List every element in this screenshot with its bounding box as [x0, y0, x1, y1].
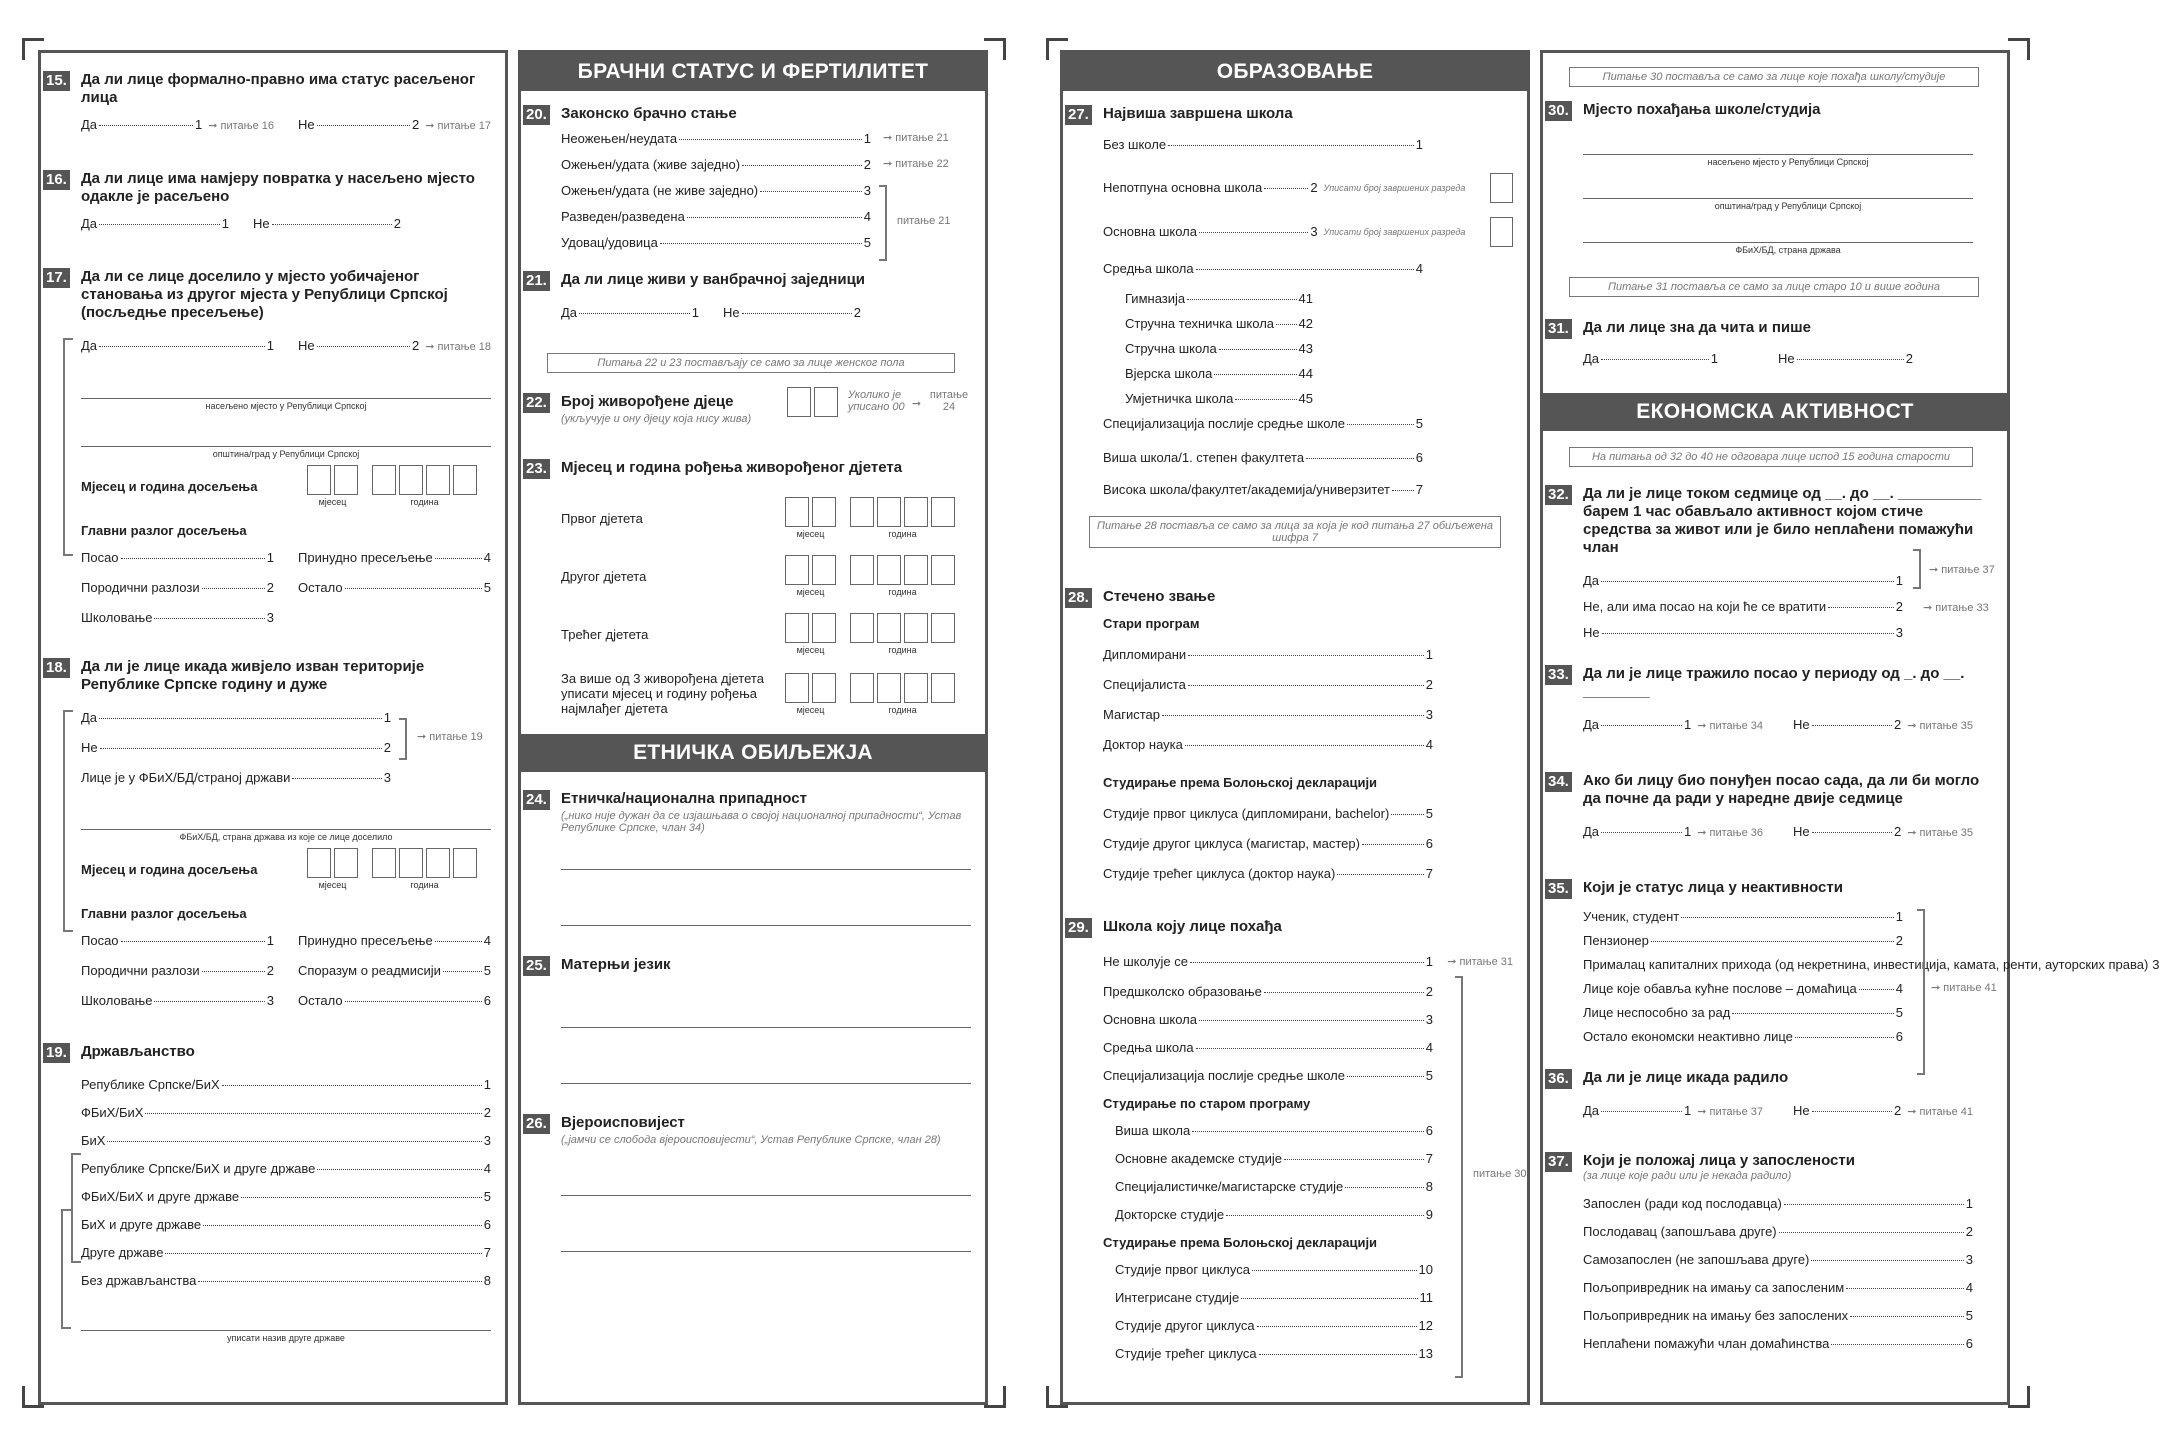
option-item[interactable]: Пољопривредник на имању са запосленим 4 — [1583, 1280, 1973, 1295]
crop-mark — [2008, 38, 2030, 60]
question-text: Да ли лице зна да чита и пише — [1583, 319, 1811, 336]
month-boxes[interactable]: мјесец — [307, 848, 358, 890]
option-yes[interactable]: Да 1 ➞ питање 37 — [1583, 1103, 1763, 1118]
option-item[interactable]: Разведен/разведена 4 — [561, 209, 871, 224]
option-reason[interactable]: Породични разлози 2 — [81, 580, 274, 595]
question-number: 33. — [1545, 665, 1572, 685]
option-yes[interactable]: Да 1 ➞ питање 36 — [1583, 824, 1763, 839]
option-item[interactable]: Доктор наука 4 — [1103, 737, 1433, 752]
option-has-job[interactable]: Не, али има посао на који ће се вратити 2 — [1583, 599, 1903, 614]
year-boxes[interactable]: година — [372, 848, 477, 890]
question-text: Да ли се лице доселило у мјесто уобичајеног становања из другог мјеста у Републици Српској (посљедње пресељење) — [81, 268, 448, 321]
skip-bracket — [61, 1209, 71, 1329]
option-item[interactable]: Неплаћени помажући члан домаћинства 6 — [1583, 1336, 1973, 1351]
option-no[interactable]: Не 2 — [253, 216, 401, 231]
option-item[interactable]: Ожењен/удата (не живе заједно) 3 — [561, 183, 871, 198]
language-input-2[interactable] — [561, 1030, 971, 1084]
question-number: 22. — [523, 393, 550, 413]
option-reason[interactable]: Школовање 3 — [81, 610, 274, 625]
option-item[interactable]: Средња школа 4 — [1103, 1040, 1433, 1055]
skip-instruction: питање 41 — [1943, 982, 1997, 994]
question-text: Да ли је лице икада живјело изван територије Републике Српске годину и дуже — [81, 658, 425, 693]
question-text: Матерњи језик — [561, 956, 671, 973]
option-item[interactable]: Студије трећег циклуса 13 — [1115, 1346, 1433, 1361]
option-incomplete-primary[interactable]: Непотпуна основна школа 2 — [1103, 180, 1318, 195]
option-item[interactable]: Удовац/удовица 5 — [561, 235, 871, 250]
option-reason[interactable]: Посао 1 — [81, 933, 274, 948]
section-header-education: ОБРАЗОВАЊЕ — [1063, 53, 1527, 91]
option-item[interactable]: Студије другог циклуса 12 — [1115, 1318, 1433, 1333]
question-number: 21. — [523, 271, 550, 291]
question-number: 34. — [1545, 772, 1572, 792]
birth-date-row: За више од 3 живорођена дјетета уписати мјесец и годину рођења најмлађег дјетета мјесец година — [561, 671, 971, 716]
option-item[interactable]: ФБиХ/БиХ и друге државе 5 — [81, 1189, 491, 1204]
skip-instruction: питање 36 — [1709, 827, 1763, 839]
title-old-options — [1103, 647, 1513, 753]
option-item[interactable]: Самозапослен (не запошљава друге) 3 — [1583, 1252, 1973, 1267]
option-item[interactable]: Умјетничка школа 45 — [1125, 391, 1313, 406]
instruction-note: Питање 28 поставља се само за лица за која је код питања 27 обиљежена шифра 7 — [1089, 516, 1501, 548]
option-item[interactable]: Послодавац (запошљава друге) 2 — [1583, 1224, 1973, 1239]
option-item[interactable]: Пољопривредник на имању без запослених 5 — [1583, 1308, 1973, 1323]
option-item[interactable]: Основна школа 3 — [1103, 1012, 1433, 1027]
option-abroad[interactable]: Лице је у ФБиХ/БД/страној држави 3 — [81, 770, 391, 785]
skip-instruction: питање 22 — [895, 158, 949, 170]
option-item[interactable]: Републике Српске/БиХ и друге државе 4 — [81, 1161, 491, 1176]
option-yes[interactable]: Да 1 — [561, 305, 699, 320]
column-1 — [38, 50, 508, 1405]
option-yes[interactable]: Да 1 ➞ питање 16 — [81, 117, 274, 132]
option-item[interactable]: Републике Српске/БиХ 1 — [81, 1077, 491, 1092]
option-item[interactable]: Студије првог циклуса (дипломирани, bachelor) 5 — [1103, 806, 1433, 821]
skip-instruction: питање 34 — [1709, 720, 1763, 732]
question-number: 36. — [1545, 1069, 1572, 1089]
skip-instruction: питање 41 — [1919, 1106, 1973, 1118]
grades-box[interactable] — [1490, 173, 1513, 203]
option-item[interactable]: Без држављанства 8 — [81, 1273, 491, 1288]
section-header-economic: ЕКОНОМСКА АКТИВНОСТ — [1543, 393, 2007, 431]
marital-options — [561, 131, 971, 251]
option-reason[interactable]: Породични разлози 2 — [81, 963, 274, 978]
option-primary[interactable]: Основна школа 3 — [1103, 224, 1318, 239]
skip-bracket — [63, 338, 73, 556]
question-text: Да ли је лице током седмице од __. до __. __________ барем 1 час обављало активност којом стиче средства за живот или је било неплаћени помажући члан — [1583, 485, 1982, 556]
option-no[interactable]: Не 2 — [1778, 351, 1913, 366]
question-text: Број живорођене дјеце — [561, 393, 734, 410]
question-text: Који је положај лица у запослености — [1583, 1152, 1855, 1169]
question-34 — [1548, 772, 1993, 855]
skip-instruction: питање 17 — [437, 120, 491, 132]
option-yes[interactable]: Да 1 ➞ питање 34 — [1583, 717, 1763, 732]
option-no[interactable]: Не 3 — [1583, 625, 1903, 640]
option-item[interactable]: БиХ 3 — [81, 1133, 491, 1148]
municipality-input[interactable] — [81, 417, 491, 447]
option-no[interactable]: Не 2 ➞ питање 35 — [1793, 824, 1973, 839]
option-item[interactable]: Ученик, студент 1 — [1583, 909, 1903, 924]
option-item[interactable]: Стручна школа 43 — [1125, 341, 1313, 356]
year-boxes[interactable]: година — [850, 673, 955, 715]
question-30: 30. Мјесто похађања школе/студија насељено мјесто у Републици Српској општина/град у Републици Српској ФБиХ/БД, страна држава — [1583, 101, 1993, 255]
question-23 — [526, 459, 971, 716]
birth-date-row: Другог дјетета мјесец година — [561, 555, 971, 597]
old-program-options — [1103, 1123, 1513, 1223]
option-item[interactable]: Студије првог циклуса 10 — [1115, 1262, 1433, 1277]
option-item[interactable]: Предшколско образовање 2 — [1103, 984, 1433, 999]
birth-date-row: Првог дјетета мјесец година — [561, 497, 971, 539]
question-16 — [46, 170, 491, 246]
option-none[interactable]: Без школе 1 — [1103, 137, 1423, 152]
question-number: 19. — [43, 1043, 70, 1063]
school-country-input[interactable] — [1583, 217, 1973, 243]
instruction-note: Питање 31 поставља се само за лице старо 10 и више година — [1569, 277, 1979, 297]
skip-instruction: питање 37 — [1709, 1106, 1763, 1118]
question-number: 26. — [523, 1114, 550, 1134]
option-item[interactable]: Виша школа 6 — [1115, 1123, 1433, 1138]
option-item[interactable]: Друге државе 7 — [81, 1245, 491, 1260]
question-36 — [1548, 1069, 1993, 1134]
question-text: Да ли је лице тражило посао у периоду од _. до __. ________ — [1583, 665, 1965, 700]
option-reason[interactable]: Остало 5 — [298, 580, 491, 595]
month-boxes[interactable]: мјесец — [307, 465, 358, 507]
question-35: 35. Који је статус лица у неактивности Ученик, студент 1 Пензионер 2 Прималац капиталних прихода (од некретнина, инвестиција, камата, ренти, ауторских права) 3 Лице које обавља кућне послове – домаћица 4 Лице неспособно за рад 5 Остало економски неактивно лице 6 ➞ питање 41 — [1583, 879, 1993, 1045]
secondary-types — [1103, 291, 1423, 407]
option-no[interactable]: Не 2 — [723, 305, 861, 320]
section-header-marital: БРАЧНИ СТАТУС И ФЕРТИЛИТЕТ — [521, 53, 985, 91]
column-3 — [1060, 50, 1530, 1405]
option-yes[interactable]: Да 1 — [1583, 573, 1903, 588]
question-number: 18. — [43, 658, 70, 678]
year-boxes[interactable]: година — [850, 555, 955, 597]
question-25 — [526, 956, 971, 1084]
option-item[interactable]: Специјалиста 2 — [1103, 677, 1433, 692]
option-reason[interactable]: Школовање 3 — [81, 993, 274, 1008]
option-university[interactable]: Висока школа/факултет/академија/универзитет 7 — [1103, 482, 1423, 497]
option-item[interactable]: Ожењен/удата (живе заједно) 2 — [561, 157, 871, 172]
option-reason[interactable]: Посао 1 — [81, 550, 274, 565]
question-number: 23. — [523, 459, 550, 479]
skip-instruction: питање 19 — [429, 731, 483, 743]
question-19: 19. Држављанство Републике Српске/БиХ 1 ФБиХ/БиХ 2 БиХ 3 Републике Српске/БиХ и друге државе 4 ФБиХ/БиХ и друге државе 5 БиХ и друге државе 6 Друге државе 7 Без држављанства 8 уписати назив друге државе — [81, 1043, 491, 1343]
children-count-boxes[interactable] — [787, 387, 838, 417]
question-text: Да ли је лице икада радило — [1583, 1069, 1789, 1086]
question-text: Мјесец и година рођења живорођеног дјетета — [561, 459, 903, 476]
option-secondary[interactable]: Средња школа 4 — [1103, 261, 1423, 276]
question-text: Школа коју лице похађа — [1103, 918, 1282, 935]
option-yes[interactable]: Да 1 — [81, 338, 274, 353]
skip-instruction: питање 21 — [895, 132, 949, 144]
option-higher[interactable]: Виша школа/1. степен факултета 6 — [1103, 450, 1423, 465]
option-item[interactable]: Студије трећег циклуса (доктор наука) 7 — [1103, 866, 1433, 881]
question-text: Да ли лице формално-правно има статус расељеног лица — [81, 71, 476, 106]
question-37: 37. Који је положај лица у запослености (за лице које ради или је некада радило) Запослен (ради код послодавца) 1 Послодавац (запошљава друге) 2 Самозапослен (не запошљава друге) 3 Пољопривредник на имању са запосленим 4 Пољопривредник на имању без запослених 5 Неплаћени помажући члан домаћинства 6 — [1583, 1152, 1993, 1352]
skip-instruction: питање 16 — [220, 120, 274, 132]
language-input[interactable] — [561, 984, 971, 1028]
month-boxes[interactable]: мјесец — [785, 555, 836, 597]
option-no[interactable]: Не 2 ➞ питање 35 — [1793, 717, 1973, 732]
question-33 — [1548, 665, 1993, 748]
origin-input[interactable] — [81, 800, 491, 830]
option-yes[interactable]: Да 1 — [81, 216, 229, 231]
question-27: 27. Највиша завршена школа Без школе 1 Непотпуна основна школа 2 Уписати број завршених разреда Основна школа 3 Уписати број завршених разреда Средња школа 4 Гимназија 41 Стручна техничка школа 42 Стручна школа 43 Вјерска школа 44 Умјетничка школа 45 Специјализација послије средње школе 5 Виша школа/1. степен факултета 6 Висока школа/факултет/академија/универзитет 7 — [1103, 105, 1513, 498]
option-yes[interactable]: Да 1 — [1583, 351, 1718, 366]
option-item[interactable]: Гимназија 41 — [1125, 291, 1313, 306]
skip-instruction: питање 31 — [1459, 956, 1513, 968]
other-state-input[interactable] — [81, 1301, 491, 1331]
ethnicity-input-2[interactable] — [561, 872, 971, 926]
option-item[interactable]: Пензионер 2 — [1583, 933, 1903, 948]
instruction-note: На питања од 32 до 40 не одговара лице испод 15 година старости — [1569, 447, 1973, 467]
title-bologna-options — [1103, 806, 1513, 882]
option-yes[interactable]: Да 1 — [81, 710, 391, 725]
question-text: Држављанство — [81, 1043, 195, 1060]
skip-bracket — [1455, 976, 1463, 1378]
instruction-note: Питања 22 и 23 постављају се само за лице женског пола — [547, 353, 955, 373]
question-text: Да ли лице живи у ванбрачној заједници — [561, 271, 866, 288]
question-number: 15. — [43, 71, 70, 91]
option-specialization[interactable]: Специјализација послије средње школе 5 — [1103, 416, 1423, 431]
option-item[interactable]: Прималац капиталних прихода (од некретнина, инвестиција, камата, ренти, ауторских права) 3 — [1583, 957, 2160, 972]
question-number: 30. — [1545, 101, 1572, 121]
option-no[interactable]: Не 2 ➞ питање 41 — [1793, 1103, 1973, 1118]
citizenship-options — [81, 1077, 491, 1289]
option-item[interactable]: Интегрисане студије 11 — [1115, 1290, 1433, 1305]
question-text: Који је статус лица у неактивности — [1583, 879, 1843, 896]
column-2 — [518, 50, 988, 1405]
section-header-ethnic: ЕТНИЧКА ОБИЉЕЖЈА — [521, 734, 985, 772]
birth-dates — [561, 497, 971, 716]
school-options — [1103, 984, 1513, 1084]
option-no[interactable]: Не 2 ➞ питање 18 — [298, 338, 491, 353]
question-number: 35. — [1545, 879, 1572, 899]
year-boxes[interactable]: година — [850, 497, 955, 539]
ethnicity-input[interactable] — [561, 844, 971, 870]
question-number: 27. — [1065, 105, 1092, 125]
skip-bracket — [399, 718, 407, 760]
skip-instruction: питање 35 — [1919, 827, 1973, 839]
skip-instruction: питање 37 — [1941, 564, 1995, 576]
option-item[interactable]: Лице које обавља кућне послове – домаћица 4 — [1583, 981, 1903, 996]
skip-bracket — [71, 1153, 81, 1263]
skip-instruction: питање 30 — [1473, 1168, 1527, 1180]
question-number: 16. — [43, 170, 70, 190]
year-boxes[interactable]: година — [850, 613, 955, 655]
question-text: Етничка/национална припадност — [561, 790, 807, 807]
bologna-options — [1103, 1262, 1513, 1362]
question-22: 22. Број живорођене дјеце (укључује и ону дјецу која нису жива) Уколико је уписано 00 ➞ питање 24 — [561, 393, 971, 435]
month-boxes[interactable]: мјесец — [785, 497, 836, 539]
settlement-input[interactable] — [81, 369, 491, 399]
school-settlement-input[interactable] — [1583, 129, 1973, 155]
question-text: Законско брачно стање — [561, 105, 737, 122]
question-number: 32. — [1545, 485, 1572, 505]
question-number: 24. — [523, 790, 550, 810]
question-15 — [46, 71, 491, 148]
question-number: 31. — [1545, 319, 1572, 339]
option-reason[interactable]: Принудно пресељење 4 — [298, 550, 491, 565]
option-item[interactable]: Основне академске студије 7 — [1115, 1151, 1433, 1166]
question-number: 29. — [1065, 918, 1092, 938]
option-item[interactable]: Лице неспособно за рад 5 — [1583, 1005, 1903, 1020]
option-item[interactable]: БиХ и друге државе 6 — [81, 1217, 491, 1232]
question-text: Највиша завршена школа — [1103, 105, 1293, 122]
option-item[interactable]: Остало економски неактивно лице 6 — [1583, 1029, 1903, 1044]
skip-bracket — [1913, 549, 1921, 589]
option-item[interactable]: Вјерска школа 44 — [1125, 366, 1313, 381]
question-text: Мјесто похађања школе/студија — [1583, 101, 1821, 118]
month-boxes[interactable]: мјесец — [785, 673, 836, 715]
question-text: Да ли лице има намјеру повратка у насељено мјесто одакле је расељено — [81, 170, 475, 205]
question-24: 24. Етничка/национална припадност („нико није дужан да се изјашњава о својој националној припадности“, Устав Републике Српске, члан 34) — [561, 790, 971, 926]
religion-input[interactable] — [561, 1156, 971, 1196]
question-28: 28. Стечено звање Стари програм Дипломирани 1 Специјалиста 2 Магистар 3 Доктор наука 4 Студирање према Болоњској декларацији Студије првог циклуса (дипломирани, bachelor) 5 Студије другог циклуса (магистар, мастер) 6 Студије трећег циклуса (доктор наука) 7 — [1103, 588, 1513, 882]
question-number: 37. — [1545, 1152, 1572, 1172]
question-20: 20. Законско брачно стање Неожењен/неудата 1 Ожењен/удата (живе заједно) 2 Ожењен/удата (не живе заједно) 3 Разведен/разведена 4 Удовац/удовица 5 ➞ питање 21 ➞ питање 22 питање 21 — [561, 105, 971, 251]
employment-options — [1583, 1196, 1993, 1352]
option-no[interactable]: Не 2 — [81, 740, 391, 755]
question-17: 17. Да ли се лице доселило у мјесто уобичајеног становања из другог мјеста у Републици Српској (посљедње пресељење) Да 1 Не 2 ➞ питање 18 насељено мјесто у Републици Српској општина/град у Републици Српској Мјесец и година досељења мјесец година Главни разлог досељења Посао 1 Принудно пресељење 4 Породични разлози 2 Остало 5 Школовање 3 — [81, 268, 491, 640]
option-item[interactable]: Запослен (ради код послодавца) 1 — [1583, 1196, 1973, 1211]
question-18: 18. Да ли је лице икада живјело изван територије Републике Српске годину и дуже Да 1 Не 2 Лице је у ФБиХ/БД/страној држави 3 ➞ питање 19 ФБиХ/БД, страна држава из које се лице доселило Мјесец и година досељења мјесец година Главни разлог досељења Посао 1 Принудно пресељење 4 Породични разлози 2 Споразум о реадмисији 5 Школовање 3 Остало 6 — [81, 658, 491, 1023]
column-4 — [1540, 50, 2160, 1405]
option-item[interactable]: Специјалистичке/магистарске студије 8 — [1115, 1179, 1433, 1194]
skip-instruction: питање 33 — [1935, 602, 1989, 614]
option-item[interactable]: Стручна техничка школа 42 — [1125, 316, 1313, 331]
option-item[interactable]: Студије другог циклуса (магистар, мастер) 6 — [1103, 836, 1433, 851]
option-item[interactable]: ФБиХ/БиХ 2 — [81, 1105, 491, 1120]
month-boxes[interactable]: мјесец — [785, 613, 836, 655]
question-21 — [526, 271, 971, 335]
option-item[interactable]: Магистар 3 — [1103, 707, 1433, 722]
option-reason[interactable]: Остало 6 — [298, 993, 491, 1008]
birth-date-row: Трећег дјетета мјесец година — [561, 613, 971, 655]
skip-instruction: питање 24 — [929, 389, 969, 413]
question-31 — [1548, 319, 1993, 381]
question-number: 20. — [523, 105, 550, 125]
question-number: 25. — [523, 956, 550, 976]
option-reason[interactable]: Споразум о реадмисији 5 — [298, 963, 491, 978]
inactivity-options — [1583, 909, 2160, 1045]
option-item[interactable]: Докторске студије 9 — [1115, 1207, 1433, 1222]
year-boxes[interactable]: година — [372, 465, 477, 507]
skip-instruction: питање 18 — [437, 341, 491, 353]
option-not-in-school[interactable]: Не школује се 1 ➞ питање 31 — [1103, 954, 1513, 969]
crop-mark — [2008, 1386, 2030, 1408]
option-item[interactable]: Неожењен/неудата 1 — [561, 131, 871, 146]
question-text: Вјероисповијест — [561, 1114, 685, 1131]
instruction-note: Питање 30 поставља се само за лице које похађа школу/студије — [1569, 67, 1979, 87]
question-text: Стечено звање — [1103, 588, 1216, 605]
question-number: 28. — [1065, 588, 1092, 608]
school-municipality-input[interactable] — [1583, 173, 1973, 199]
question-32: 32. Да ли је лице током седмице од __. до __. __________ барем 1 час обављало активност којом стиче средства за живот или је било неплаћени помажући члан Да 1 Не, али има посао на који ће се вратити 2 Не 3 ➞ питање 37 ➞ питање 33 — [1583, 485, 1993, 641]
option-item[interactable]: Дипломирани 1 — [1103, 647, 1433, 662]
question-26: 26. Вјероисповијест („јамчи се слобода вјероисповијести“, Устав Републике Српске, члан 28) — [561, 1114, 971, 1252]
option-reason[interactable]: Принудно пресељење 4 — [298, 933, 491, 948]
skip-instruction: питање 35 — [1919, 720, 1973, 732]
option-item[interactable]: Специјализација послије средње школе 5 — [1103, 1068, 1433, 1083]
religion-input-2[interactable] — [561, 1198, 971, 1252]
skip-instruction: питање 21 — [897, 215, 951, 227]
question-text: Ако би лицу био понуђен посао сада, да ли би могло да почне да ради у наредне двије седмице — [1583, 772, 1980, 807]
skip-bracket — [1917, 909, 1925, 1075]
skip-bracket — [879, 185, 887, 261]
skip-bracket — [63, 710, 73, 932]
option-no[interactable]: Не 2 ➞ питање 17 — [298, 117, 491, 132]
grades-box[interactable] — [1490, 217, 1513, 247]
question-number: 17. — [43, 268, 70, 288]
question-29: 29. Школа коју лице похађа Не школује се 1 ➞ питање 31 питање 30 Предшколско образовање 2 Основна школа 3 Средња школа 4 Специјализација послије средње школе 5 Студирање по старом програму Виша школа 6 Основне академске студије 7 Специјалистичке/магистарске студије 8 Докторске студије 9 Студирање према Болоњској декларацији Студије првог циклуса 10 Интегрисане студије 11 Студије другог циклуса 12 Студије трећег циклуса 13 — [1103, 918, 1513, 1362]
